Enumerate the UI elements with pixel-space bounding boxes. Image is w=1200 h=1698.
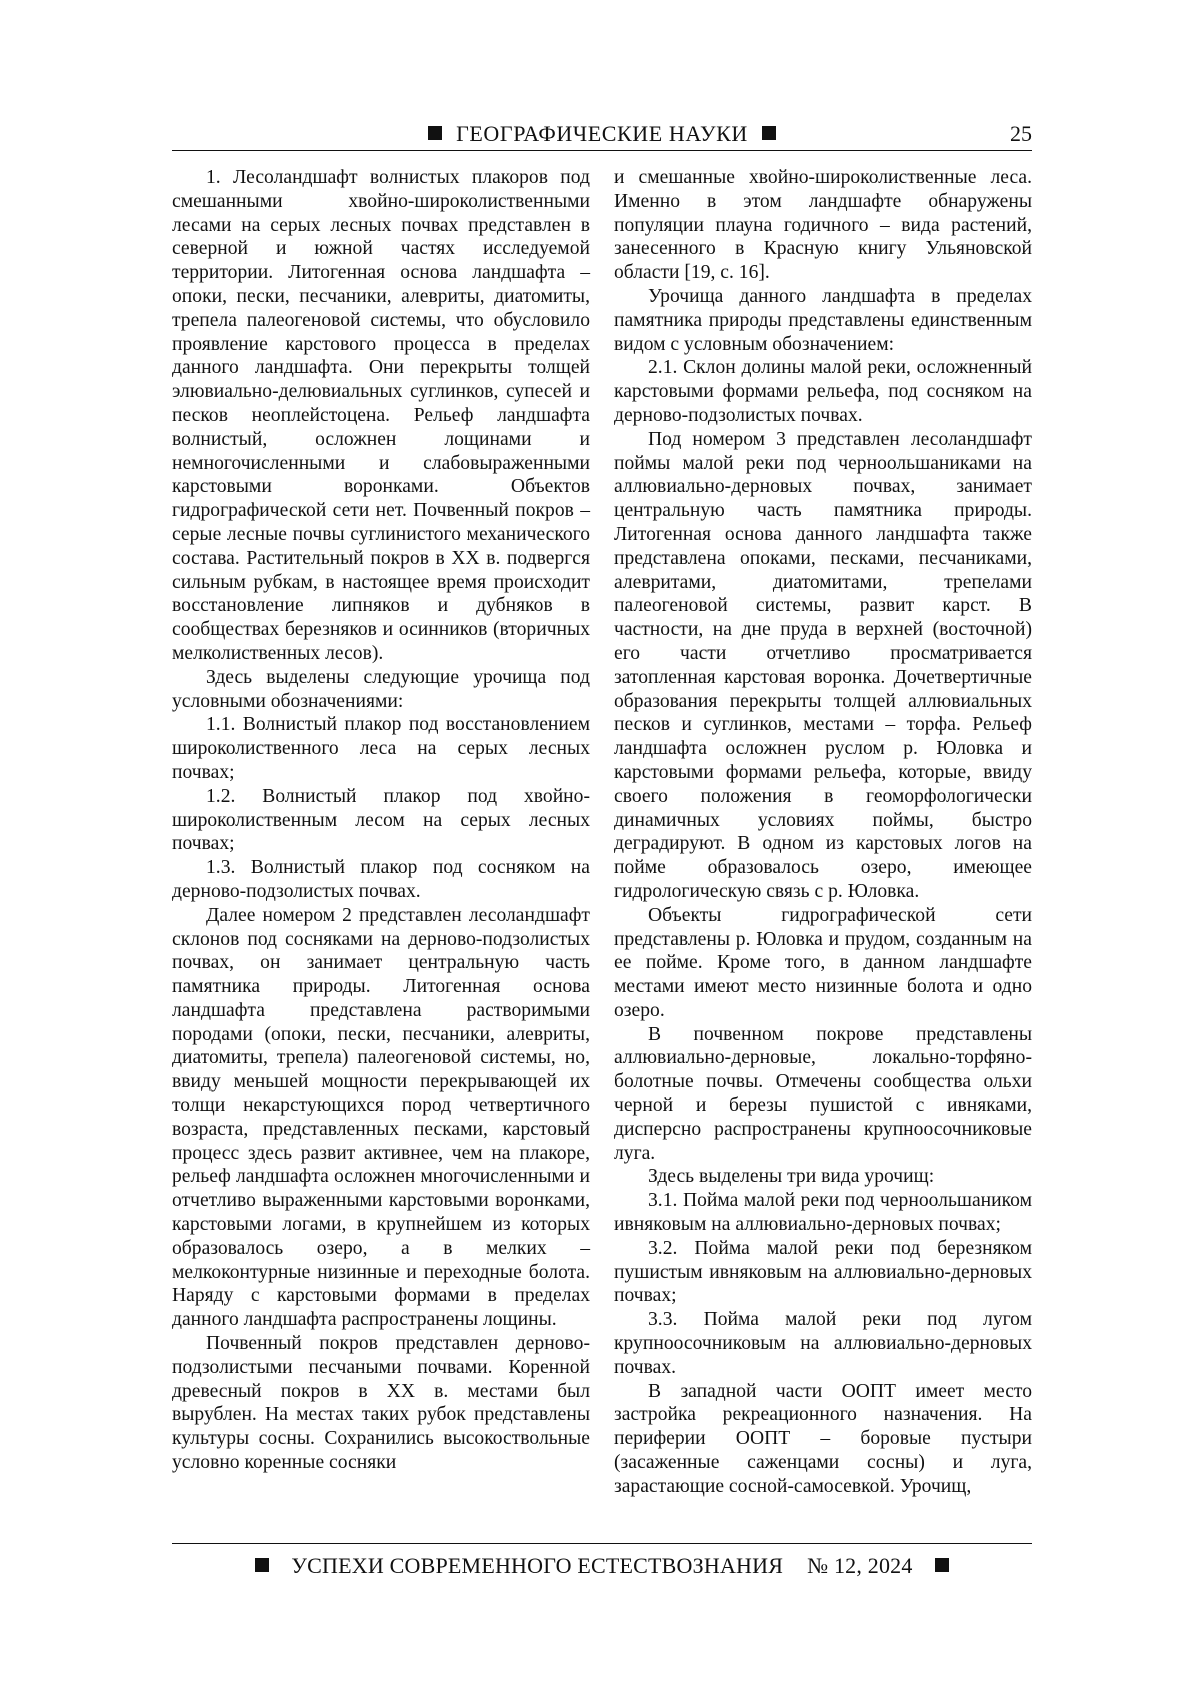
paragraph: Объекты гидрографической сети представлены р. Юловка и прудом, созданным на ее пойме. Кроме того, в данном ландшафте местами имеют место низинные болота и одно озеро. <box>614 904 1032 1021</box>
header-title-line <box>172 120 1032 148</box>
paragraph: В западной части ООПТ имеет место застройка рекреационного назначения. На периферии ООПТ – боровые пустыри (засаженные саженцами сосны) и луга, зарастающие сосной-самосевкой. Урочищ, <box>614 1380 1032 1497</box>
paragraph: Здесь выделены три вида урочищ: <box>648 1166 935 1188</box>
list-item: 1.3. Волнистый плакор под сосняком на дерново-подзолистых почвах. <box>172 857 590 902</box>
footer-line <box>172 1552 1032 1580</box>
left-column <box>172 166 590 1475</box>
journal-title: УСПЕХИ СОВРЕМЕННОГО ЕСТЕСТВОЗНАНИЯ <box>291 1553 784 1578</box>
issue-number: № 12, 2024 <box>807 1553 913 1578</box>
paragraph: и смешанные хвойно-широколиственные леса. Именно в этом ландшафте обнаружены популяции плауна годичного – вида растений, занесенного в Красную книгу Ульяновской области [19, с. 16]. <box>614 167 1032 284</box>
square-bullet-icon <box>255 1558 269 1572</box>
right-column <box>614 166 1032 1499</box>
running-footer <box>172 1543 1032 1584</box>
list-item: 1.1. Волнистый плакор под восстановлением широколиственного леса на серых лесных почвах; <box>172 714 590 783</box>
list-item: 3.2. Пойма малой реки под березняком пушистым ивняковым на аллювиально-дерновых почвах; <box>614 1237 1032 1307</box>
paragraph: Почвенный покров представлен дерново-подзолистыми песчаными почвами. Коренной древесный покров в XX в. местами был вырублен. На местах таких рубок представлены культуры сосны. Сохранились высокоствольные условно коренные сосняки <box>172 1333 590 1474</box>
paragraph: Урочища данного ландшафта в пределах памятника природы представлены единственным видом с условным обозначением: <box>614 285 1032 355</box>
paragraph: Здесь выделены следующие урочища под условными обозначениями: <box>172 666 590 712</box>
list-item: 2.1. Склон долины малой реки, осложненный карстовыми формами рельефа, под сосняком на дерново-подзолистых почвах. <box>614 357 1032 426</box>
square-bullet-icon <box>428 126 442 140</box>
paragraph: Под номером 3 представлен лесоландшафт поймы малой реки под черноольшаниками на аллювиально-дерновых почвах, занимает центральную часть памятника природы. Литогенная основа данного ландшафта также представлена опоками, песками, песчаниками, алевритами, диатомитами, трепелами палеогеновой системы, развит карст. В частности, на дне пруда в верхней (восточной) его части отчетливо просматривается затопленная карстовая воронка. Дочетвертичные образования перекрыты толщей аллювиальных песков и суглинков, местами – торфа. Рельеф ландшафта осложнен руслом р. Юловка и карстовыми формами рельефа, которые, ввиду своего положения в геоморфологически динамичных условиях поймы, быстро деградируют. В одном из карстовых логов на пойме образовалось озеро, имеющее гидрологическую связь с р. Юловка. <box>614 428 1032 902</box>
square-bullet-icon <box>762 126 776 140</box>
running-header <box>172 120 1032 151</box>
paragraph: Далее номером 2 представлен лесоландшафт склонов под сосняками на дерново-подзолистых почвах, он занимает центральную часть памятника природы. Литогенная основа ландшафта представлена растворимыми породами (опоки, пески, песчаники, алевриты, диатомиты, трепела) палеогеновой системы, но, ввиду меньшей мощности перекрывающей их толщи некарстующихся пород четвертичного возраста, представленных песками, карстовый процесс здесь развит активнее, чем на плакоре, рельеф ландшафта осложнен многочисленными и отчетливо выраженными карстовыми воронками, карстовыми логами, в крупнейшем из которых образовалось озеро, а в мелких – мелкоконтурные низинные и переходные болота. Наряду с карстовыми формами в пределах данного ландшафта распространены лощины. <box>172 904 590 1331</box>
section-title: ГЕОГРАФИЧЕСКИЕ НАУКИ <box>456 121 748 146</box>
paragraph: В почвенном покрове представлены аллювиально-дерновые, локально-торфяно-болотные почвы. Отмечены сообщества ольхи черной и березы пушистой с ивняками, дисперсно распространены крупноосочниковые луга. <box>614 1023 1032 1164</box>
list-item: 3.3. Пойма малой реки под лугом крупноосочниковым на аллювиально-дерновых почвах. <box>614 1309 1032 1378</box>
square-bullet-icon <box>935 1558 949 1572</box>
list-item: 1.2. Волнистый плакор под хвойно-широколиственным лесом на серых лесных почвах; <box>172 785 590 855</box>
paragraph: 1. Лесоландшафт волнистых плакоров под смешанными хвойно-широколиственными лесами на серых лесных почвах представлен в северной и южной частях исследуемой территории. Литогенная основа ландшафта – опоки, пески, песчаники, алевриты, диатомиты, трепела палеогеновой системы, что обусловило проявление карстового процесса в пределах данного ландшафта. Они перекрыты толщей элювиально-делювиальных суглинков, супесей и песков неоплейстоцена. Рельеф ландшафта волнистый, осложнен лощинами и немногочисленными и слабовыраженными карстовыми воронками. Объектов гидрографической сети нет. Почвенный покров – серые лесные почвы суглинистого механического состава. Растительный покров в XX в. подвергся сильным рубкам, в настоящее время происходит восстановление липняков и дубняков в сообществах березняков и осинников (вторичных мелколиственных лесов). <box>172 167 590 664</box>
page-number: 25 <box>1010 121 1032 146</box>
list-item: 3.1. Пойма малой реки под черноольшаником ивняковым на аллювиально-дерновых почвах; <box>614 1190 1032 1236</box>
